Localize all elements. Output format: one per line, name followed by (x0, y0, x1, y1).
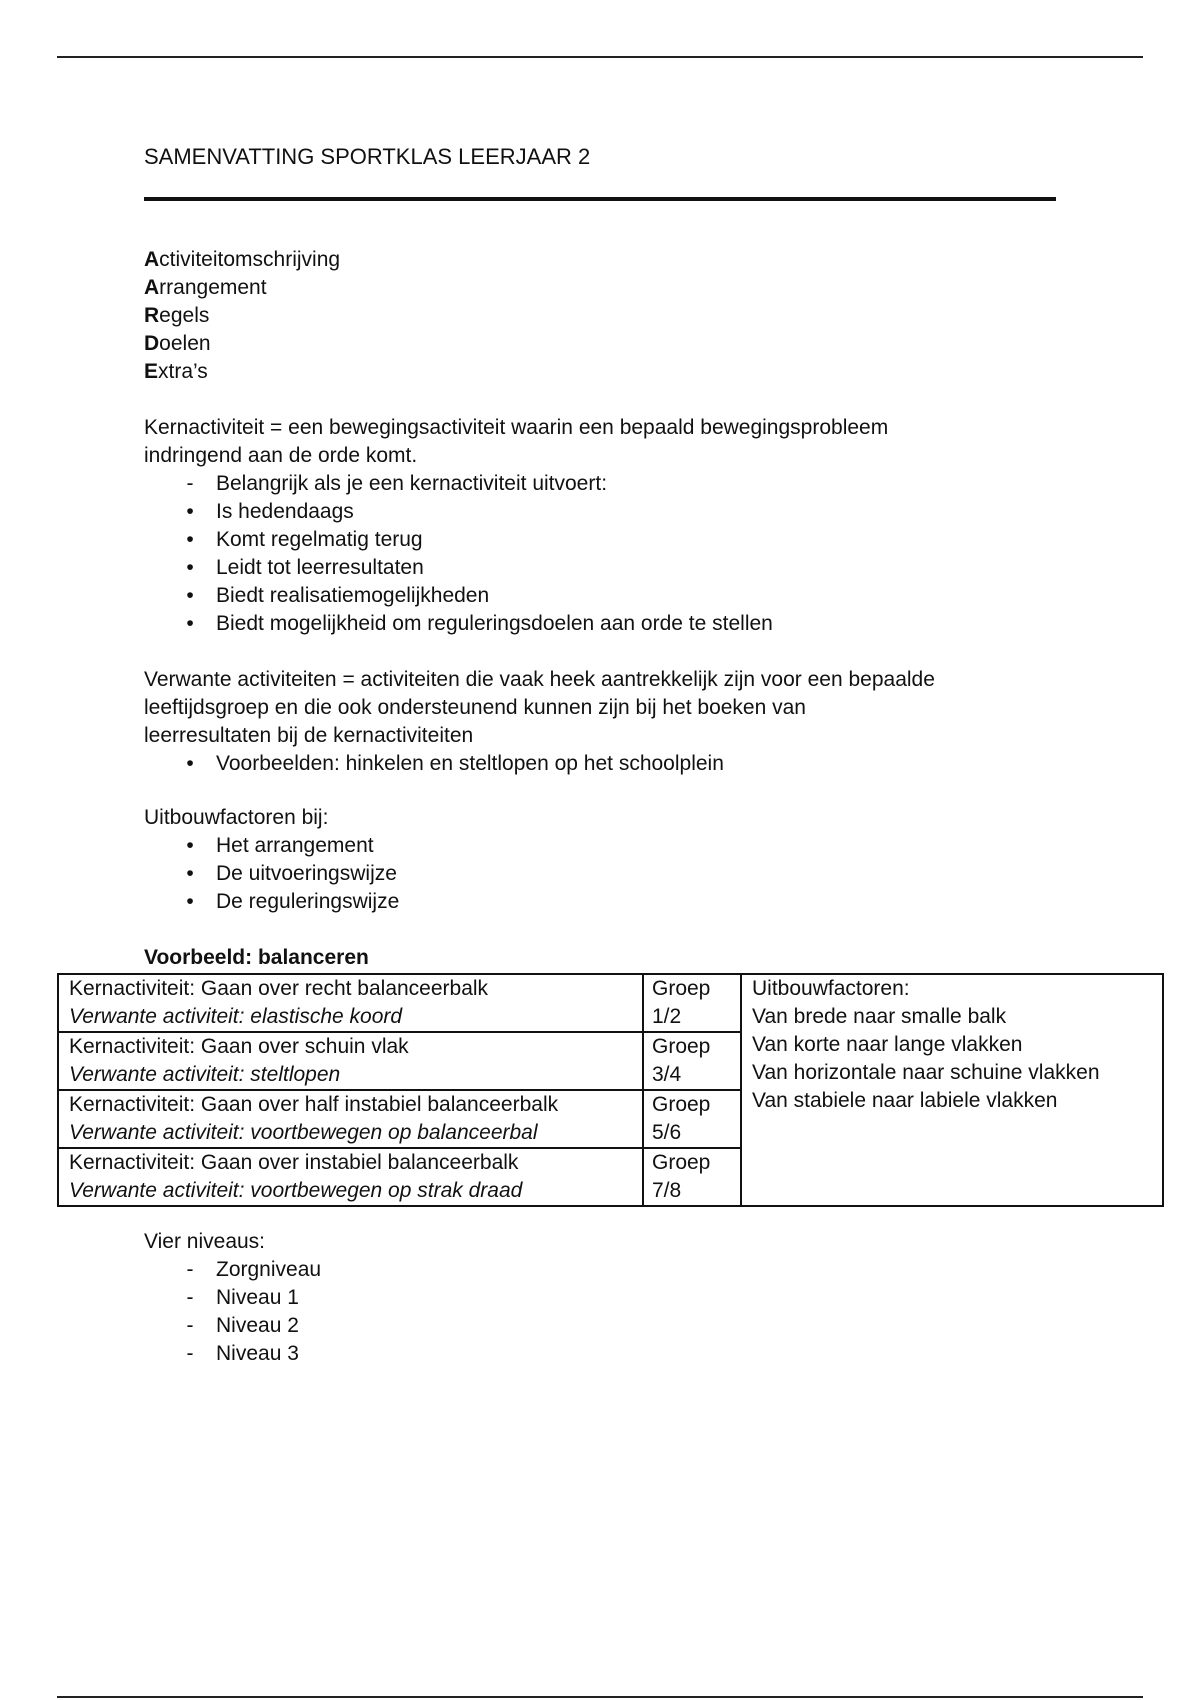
example-table-wrapper (57, 973, 1164, 1207)
factor-item: Van stabiele naar labiele vlakken (752, 1089, 1058, 1112)
factors-cell (741, 974, 1163, 1206)
list-item-text: Niveau 3 (216, 1342, 299, 1365)
group-cell (643, 974, 741, 1032)
list-item (144, 526, 1134, 554)
bullet-marker: • (186, 500, 194, 523)
group-cell (643, 1032, 741, 1090)
activity-cell (58, 1032, 643, 1090)
list-item-text: Belangrijk als je een kernactiviteit uitvoert: (216, 472, 608, 495)
group-label: Groep (652, 1035, 711, 1058)
kernactiviteit-definition-line: Kernactiviteit = een bewegingsactiviteit waarin een bepaald bewegingsprobleem (144, 416, 889, 439)
group-cell (643, 1148, 741, 1206)
kernactiviteit-section (144, 414, 1134, 638)
example-table (57, 973, 1164, 1207)
list-item-text: Zorgniveau (216, 1258, 322, 1281)
dash-marker: - (186, 1314, 194, 1337)
list-item-text: Is hedendaags (216, 500, 354, 523)
list-item-text: Niveau 2 (216, 1314, 299, 1337)
related-activity: Verwante activiteit: voortbewegen op balanceerbal (69, 1121, 538, 1144)
bullet-marker: • (186, 752, 194, 775)
bullet-marker: • (186, 612, 194, 635)
bullet-marker: • (186, 862, 194, 885)
list-item-text: Biedt realisatiemogelijkheden (216, 584, 490, 607)
list-item (144, 498, 1134, 526)
activity-cell (58, 1148, 643, 1206)
activity-cell (58, 1090, 643, 1148)
acronym-item (144, 246, 340, 274)
group-number: 5/6 (652, 1121, 682, 1144)
acronym-item (144, 302, 340, 330)
dash-marker: - (186, 472, 194, 495)
verwante-section (144, 666, 1134, 778)
niveaus-heading: Vier niveaus: (144, 1230, 266, 1253)
kern-activity: Kernactiviteit: Gaan over schuin vlak (69, 1035, 409, 1058)
acronym-rest: egels (159, 304, 210, 327)
acronym-letter: A (144, 248, 160, 271)
uitbouw-list (144, 832, 1134, 916)
group-label: Groep (652, 1151, 711, 1174)
dash-marker: - (186, 1258, 194, 1281)
list-item (144, 1284, 1134, 1312)
acronym-list (144, 246, 340, 386)
acronym-rest: rrangement (159, 276, 267, 299)
bullet-marker: • (186, 890, 194, 913)
list-item-text: Het arrangement (216, 834, 374, 857)
verwante-definition-line: leeftijdsgroep en die ook ondersteunend kunnen zijn bij het boeken van (144, 696, 806, 719)
factor-item: Van korte naar lange vlakken (752, 1033, 1023, 1056)
verwante-definition-line: leerresultaten bij de kernactiviteiten (144, 724, 474, 747)
acronym-letter: D (144, 332, 160, 355)
group-cell (643, 1090, 741, 1148)
kernactiviteit-definition-line: indringend aan de orde komt. (144, 444, 418, 467)
list-item (144, 554, 1134, 582)
list-item-text: De uitvoeringswijze (216, 862, 397, 885)
related-activity: Verwante activiteit: steltlopen (69, 1063, 341, 1086)
list-item (144, 1340, 1134, 1368)
list-item-text: De reguleringswijze (216, 890, 400, 913)
acronym-letter: A (144, 276, 160, 299)
activity-cell (58, 974, 643, 1032)
list-item-text: Niveau 1 (216, 1286, 299, 1309)
kern-activity: Kernactiviteit: Gaan over recht balanceerbalk (69, 977, 489, 1000)
title-underline (144, 197, 1056, 201)
acronym-rest: ctiviteitomschrijving (159, 248, 341, 271)
bullet-marker: • (186, 834, 194, 857)
factors-heading: Uitbouwfactoren: (752, 977, 910, 1000)
group-label: Groep (652, 1093, 711, 1116)
list-item (144, 860, 1134, 888)
group-label: Groep (652, 977, 711, 1000)
list-item-text: Komt regelmatig terug (216, 528, 423, 551)
acronym-item (144, 274, 340, 302)
kern-activity: Kernactiviteit: Gaan over instabiel balanceerbalk (69, 1151, 519, 1174)
list-item (144, 832, 1134, 860)
list-item-text: Leidt tot leerresultaten (216, 556, 424, 579)
bullet-marker: • (186, 556, 194, 579)
related-activity: Verwante activiteit: elastische koord (69, 1005, 403, 1028)
page-title: SAMENVATTING SPORTKLAS LEERJAAR 2 (144, 144, 591, 169)
list-item (144, 1312, 1134, 1340)
group-number: 1/2 (652, 1005, 682, 1028)
list-item (144, 610, 1134, 638)
bullet-marker: • (186, 584, 194, 607)
list-item (144, 750, 1134, 778)
dash-marker: - (186, 1286, 194, 1309)
acronym-letter: E (144, 360, 159, 383)
kern-activity: Kernactiviteit: Gaan over half instabiel balanceerbalk (69, 1093, 559, 1116)
acronym-item (144, 358, 340, 386)
list-item (144, 470, 1134, 498)
list-item (144, 1256, 1134, 1284)
uitbouw-section (144, 804, 1134, 916)
verwante-definition-line: Verwante activiteiten = activiteiten die vaak heek aantrekkelijk zijn voor een bepaalde (144, 668, 935, 691)
page-top-rule (57, 56, 1143, 58)
list-item (144, 582, 1134, 610)
verwante-list (144, 750, 1134, 778)
acronym-letter: R (144, 304, 160, 327)
list-item-text: Voorbeelden: hinkelen en steltlopen op het schoolplein (216, 752, 724, 775)
bullet-marker: • (186, 528, 194, 551)
example-heading: Voorbeeld: balanceren (144, 946, 369, 969)
group-number: 7/8 (652, 1179, 682, 1202)
niveaus-section (144, 1228, 1134, 1368)
table-row (58, 974, 1163, 1032)
acronym-rest: xtra’s (158, 360, 208, 383)
niveaus-list (144, 1256, 1134, 1368)
list-item (144, 888, 1134, 916)
kernactiviteit-list (144, 470, 1134, 638)
acronym-item (144, 330, 340, 358)
group-number: 3/4 (652, 1063, 682, 1086)
factor-item: Van brede naar smalle balk (752, 1005, 1007, 1028)
uitbouw-heading: Uitbouwfactoren bij: (144, 806, 329, 829)
page-bottom-rule (57, 1696, 1143, 1698)
factor-item: Van horizontale naar schuine vlakken (752, 1061, 1100, 1084)
related-activity: Verwante activiteit: voortbewegen op strak draad (69, 1179, 523, 1202)
acronym-rest: oelen (159, 332, 211, 355)
list-item-text: Biedt mogelijkheid om reguleringsdoelen aan orde te stellen (216, 612, 773, 635)
dash-marker: - (186, 1342, 194, 1365)
